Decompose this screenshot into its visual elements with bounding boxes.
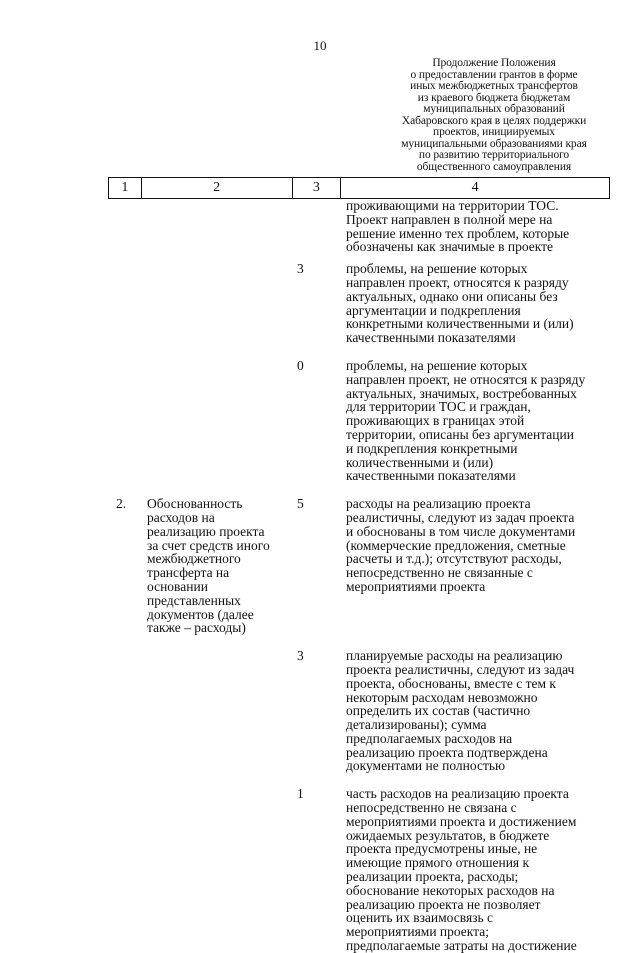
description-line: детализированы); сумма — [346, 717, 487, 733]
description-line: количественными и (или) — [346, 454, 494, 470]
description-line: обоснование некоторых расходов на — [346, 882, 555, 898]
description-line: предполагаемых расходов на — [346, 730, 513, 746]
header-line: из краевого бюджета бюджетам — [417, 91, 571, 104]
description-line: актуальных, значимых, востребованных — [346, 385, 577, 401]
page-number: 10 — [313, 38, 327, 53]
description-line: проблемы, на решение которых — [346, 261, 528, 277]
criterion-cell — [142, 649, 294, 773]
description-line: некоторым расходам невозможно — [346, 689, 538, 705]
description-line: и подкрепления конкретными — [346, 440, 518, 456]
criterion-line: межбюджетного — [147, 551, 241, 567]
criterion-cell — [142, 787, 294, 953]
table-row — [108, 262, 610, 345]
description-line: реалистичны, следуют из задач проекта — [346, 509, 575, 525]
criterion-cell — [142, 359, 294, 483]
header-line: муниципальными образованиями края — [401, 137, 587, 150]
description-line: имеющие прямого отношения к — [346, 855, 530, 871]
criterion-line: расходов на — [147, 509, 215, 525]
row-number — [108, 787, 142, 953]
description-line: реализацию проекта не позволяет — [346, 896, 541, 912]
criteria-table — [108, 177, 610, 953]
description-cell — [342, 359, 610, 483]
description-line: часть расходов на реализацию проекта — [346, 786, 569, 802]
score-cell: 5 — [297, 496, 304, 512]
description-cell — [342, 649, 610, 773]
description-line: расчеты и т.д.); отсутствуют расходы, — [346, 551, 562, 567]
header-line: муниципальных образований — [423, 103, 565, 115]
table-header-row — [108, 177, 610, 199]
description-cell — [342, 199, 610, 254]
description-line: актуальных, однако они описаны без — [346, 288, 558, 304]
table-row — [108, 497, 610, 635]
criterion-line: представленных — [147, 592, 241, 608]
table-row — [108, 199, 610, 254]
column-header: 4 — [341, 178, 610, 198]
header-line: Продолжение Положения — [432, 57, 556, 69]
row-number: 2. — [116, 496, 127, 512]
description-line: конкретными количественными и (или) — [346, 316, 574, 332]
header-line: проектов, инициируемых — [433, 126, 555, 138]
column-header: 1 — [109, 178, 142, 198]
criterion-cell — [142, 199, 294, 254]
description-line: определить их состав (частично — [346, 703, 531, 719]
description-line: качественными показателями — [346, 468, 516, 484]
score-cell: 0 — [297, 357, 304, 373]
description-line: реализацию проекта подтверждена — [346, 744, 548, 760]
description-line: направлен проект, не относятся к разряду — [346, 371, 586, 387]
description-line: документами не полностью — [346, 758, 506, 774]
table-row — [108, 359, 610, 483]
description-line: планируемые расходы на реализацию — [346, 648, 563, 664]
description-line: непосредственно не связана с — [346, 800, 517, 816]
description-line: для территории ТОС и граждан, — [346, 399, 531, 415]
row-number — [108, 199, 142, 254]
description-line: проживающими на территории ТОС. — [346, 198, 559, 213]
header-line: по развитию территориального — [418, 149, 570, 161]
header-line: Хабаровского края в целях поддержки — [401, 114, 587, 127]
description-line: оценить их взаимосвязь с — [346, 910, 494, 926]
row-number — [108, 262, 142, 345]
score-cell — [294, 199, 342, 254]
description-line: мероприятиями проекта и достижением — [346, 813, 577, 829]
header-line: общественного самоуправления — [416, 160, 572, 173]
table-row — [108, 649, 610, 773]
description-line: аргументации и подкрепления — [346, 302, 521, 318]
description-line: направлен проект, относятся к разряду — [346, 274, 569, 290]
criterion-line: документов (далее — [147, 606, 254, 622]
row-number — [108, 359, 142, 483]
description-line: непосредственно не связанные с — [346, 565, 533, 581]
criterion-line: основании — [147, 578, 208, 594]
description-line: проекта предусмотрены иные, не — [346, 841, 538, 857]
description-line: проекта реалистичны, следуют из задач — [346, 661, 575, 677]
description-line: Проект направлен в полной мере на — [346, 211, 553, 227]
description-line: мероприятиями проекта — [346, 578, 486, 594]
description-cell — [342, 262, 610, 345]
description-cell — [342, 497, 610, 635]
table-row — [108, 787, 610, 953]
header-line: о предоставлении грантов в форме — [410, 68, 578, 81]
description-line: проблемы, на решение которых — [346, 357, 528, 373]
description-cell — [342, 787, 610, 953]
description-line: территории, описаны без аргументации — [346, 426, 574, 442]
description-line: расходы на реализацию проекта — [346, 496, 531, 512]
description-line: предполагаемые затраты на достижение — [346, 938, 577, 953]
criterion-line: реализацию проекта — [147, 523, 265, 539]
criterion-cell — [142, 497, 294, 635]
column-header: 3 — [293, 178, 342, 198]
description-line: и обоснованы в том числе документами — [346, 523, 576, 539]
description-line: реализации проекта, расходы; — [346, 869, 519, 885]
score-cell: 3 — [297, 648, 304, 664]
description-line: обозначены как значимые в проекте — [346, 239, 554, 255]
description-line: проекта, обоснованы, вместе с тем к — [346, 675, 556, 691]
description-line: качественными показателями — [346, 330, 516, 346]
criterion-cell — [142, 262, 294, 345]
criterion-line: трансферта на — [147, 565, 230, 581]
description-line: ожидаемых результатов, в бюджете — [346, 827, 550, 843]
criterion-line: за счет средств иного — [147, 537, 270, 553]
header-line: иных межбюджетных трансфертов — [410, 80, 578, 92]
description-line: (коммерческие предложения, сметные — [346, 537, 566, 553]
row-number — [108, 649, 142, 773]
criterion-line: Обоснованность — [147, 496, 243, 512]
criterion-line: также – расходы) — [147, 620, 246, 636]
description-line: проживающих в границах этой — [346, 413, 525, 429]
description-line: решение именно тех проблем, которые — [346, 225, 570, 241]
column-header: 2 — [142, 178, 293, 198]
score-cell: 3 — [297, 261, 304, 277]
document-header-note — [388, 58, 600, 173]
score-cell: 1 — [297, 786, 304, 802]
description-line: мероприятиями проекта; — [346, 924, 489, 940]
